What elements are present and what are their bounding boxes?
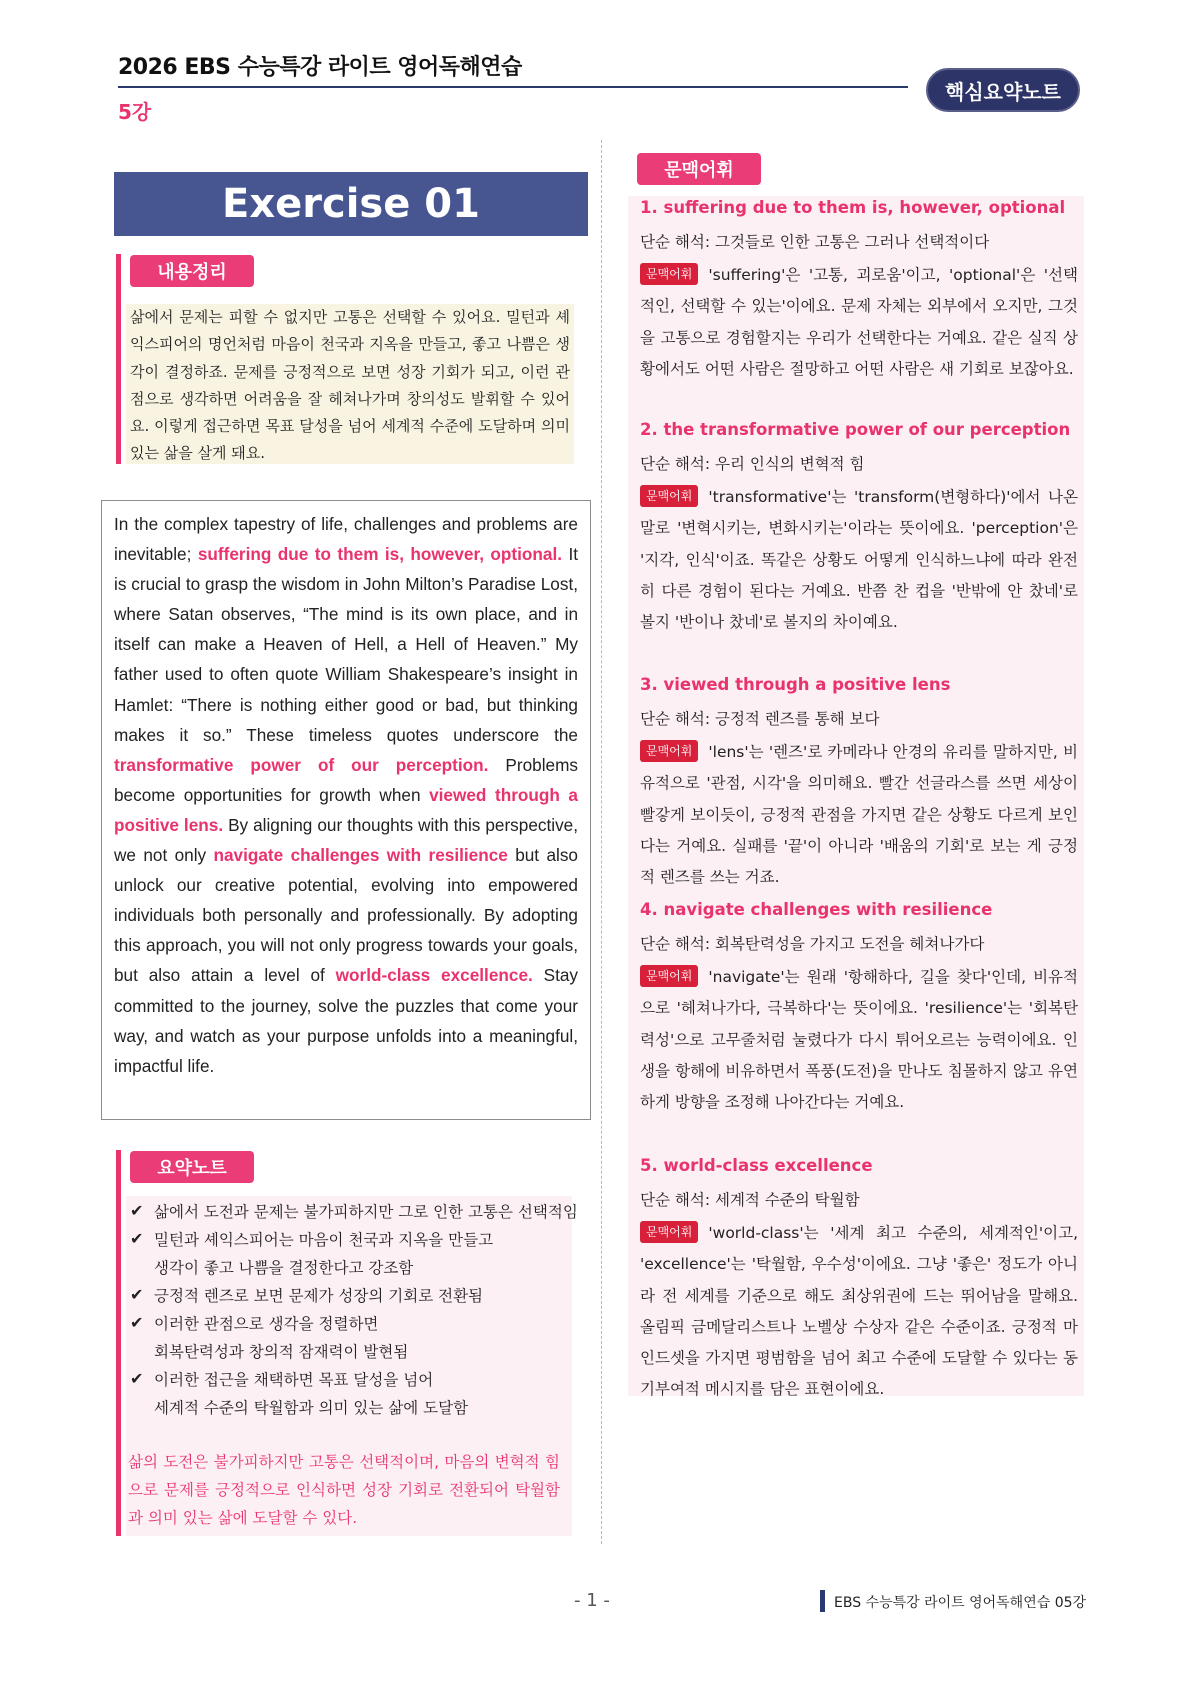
- vocab-tag: 문맥어휘: [640, 1221, 698, 1243]
- conclusion-text: 삶의 도전은 불가피하지만 고통은 선택적이며, 마음의 변혁적 힘으로 문제를 긍정적으로 인식하면 성장 기회로 전환되어 탁월함과 의미 있는 삶에 도달할 수 있다.: [128, 1453, 560, 1527]
- vocab-item-description: 문맥어휘 'lens'는 '렌즈'로 카메라나 안경의 유리를 말하지만, 비유적으로 '관점, 시각'을 의미해요. 빨간 선글라스를 쓰면 세상이 빨갛게 보이듯이, 긍정적 관점을 가지면 같은 상황도 다르게 보인다는 거예요. 실패를 '끝'이 아니라 '배움의 기회'로 보는 게 긍정적 렌즈를 쓰는 거죠.: [640, 737, 1078, 893]
- summary-notes: [126, 1196, 578, 1536]
- note-item: 회복탄력성과 창의적 잠재력이 발현됨: [154, 1343, 409, 1361]
- passage-text: By aligning our thoughts with this perspective, we not only: [114, 814, 578, 866]
- vocab-item-description: 문맥어휘 'navigate'는 원래 '항해하다, 길을 찾다'인데, 비유적으로 '헤쳐나가다, 극복하다'는 뜻이에요. 'resilience'는 '회복탄력성'으로 고무줄처럼 눌렸다가 다시 튀어오르는 능력이에요. 인생을 항해에 비유하면서 폭풍(도전)을 만나도 침몰하지 않고 유연하게 방향을 조정해 나아간다는 거예요.: [640, 962, 1078, 1118]
- header-rule: [118, 86, 908, 88]
- lesson-label: 5강: [118, 100, 152, 124]
- document-title: 2026 EBS 수능특강 라이트 영어독해연습: [118, 55, 522, 80]
- note-item: 생각이 좋고 나쁨을 결정한다고 강조함: [154, 1259, 414, 1277]
- passage-highlight: transformative power of our perception.: [114, 754, 489, 775]
- passage-text: Problems become opportunities for growth when: [114, 754, 579, 805]
- column-divider: [601, 140, 602, 1544]
- note-item: 이러한 관점으로 생각을 정렬하면: [154, 1315, 379, 1333]
- vocab-item-title: 4. navigate challenges with resilience: [640, 900, 993, 919]
- core-notes-badge: 핵심요약노트: [926, 68, 1080, 112]
- footer-bar: [820, 1590, 825, 1612]
- vocab-item-translation: 단순 해석: 긍정적 렌즈를 통해 보다: [640, 710, 880, 728]
- note-item: 삶에서 도전과 문제는 불가피하지만 그로 인한 고통은 선택적임: [154, 1203, 578, 1221]
- note-item: 긍정적 렌즈로 보면 문제가 성장의 기회로 전환됨: [154, 1287, 484, 1305]
- check-icon: ✔: [130, 1229, 144, 1248]
- note-item: 밀턴과 셰익스피어는 마음이 천국과 지옥을 만들고: [154, 1231, 494, 1249]
- notes-section-label: 요약노트: [130, 1151, 254, 1183]
- vocab-tag: 문맥어휘: [640, 965, 698, 987]
- note-item: 세계적 수준의 탁월함과 의미 있는 삶에 도달함: [154, 1399, 469, 1417]
- vocab-item-title: 3. viewed through a positive lens: [640, 675, 951, 694]
- summary-section-label: 내용정리: [130, 255, 254, 287]
- notes-section-bar: [116, 1150, 121, 1536]
- vocab-item-description: 문맥어휘 'suffering'은 '고통, 괴로움'이고, 'optional'은 '선택적인, 선택할 수 있는'이에요. 문제 자체는 외부에서 오지만, 그것을 고통으로 경험할지는 우리가 선택한다는 거예요. 같은 실직 상황에서도 어떤 사람은 절망하고 어떤 사람은 새 기회로 보잖아요.: [640, 260, 1078, 385]
- vocab-item-description: 문맥어휘 'world-class'는 '세계 최고 수준의, 세계적인'이고, 'excellence'는 '탁월함, 우수성'이에요. 그냥 '좋은' 정도가 아니라 전 세계를 기준으로 해도 최상위권에 드는 뛰어남을 말해요. 올림픽 금메달리스트나 노벨상 수상자 같은 수준이죠. 긍정적 마인드셋을 가지면 평범함을 넘어 최고 수준에 도달할 수 있다는 동기부여적 메시지를 담은 표현이에요.: [640, 1218, 1078, 1406]
- check-icon: ✔: [130, 1285, 144, 1304]
- check-icon: ✔: [130, 1201, 144, 1220]
- vocab-item-title: 2. the transformative power of our perception: [640, 420, 1071, 439]
- vocab-item-translation: 단순 해석: 그것들로 인한 고통은 그러나 선택적이다: [640, 233, 990, 251]
- check-icon: ✔: [130, 1313, 144, 1332]
- vocab-item-description: 문맥어휘 'transformative'는 'transform(변형하다)'에서 나온 말로 '변혁시키는, 변화시키는'이라는 뜻이에요. 'perception'은 '지각, 인식'이죠. 똑같은 상황도 어떻게 인식하느냐에 따라 완전히 다른 경험이 된다는 거예요. 반쯤 찬 컵을 '반밖에 안 찼네'로 볼지 '반이나 찼네'로 볼지의 차이예요.: [640, 482, 1078, 638]
- passage-highlight: suffering due to them is, however, optional.: [197, 544, 563, 565]
- vocab-item-title: 1. suffering due to them is, however, optional: [640, 198, 1066, 217]
- check-icon: ✔: [130, 1369, 144, 1388]
- passage-text: It is crucial to grasp the wisdom in John Milton’s Paradise Lost, where Satan observes, “The mind is its own place, and in itself can make a Heaven of Hell, a Hell of Heaven.” My father used to often quote William Shakespeare’s insight in Hamlet: “There is nothing either good or bad, but thinking makes it so.” These timeless quotes underscore the: [114, 544, 579, 745]
- vocab-tag: 문맥어휘: [640, 263, 698, 285]
- vocab-item-translation: 단순 해석: 우리 인식의 변혁적 힘: [640, 455, 865, 473]
- vocab-tag: 문맥어휘: [640, 740, 698, 762]
- vocab-item-translation: 단순 해석: 세계적 수준의 탁월함: [640, 1191, 860, 1209]
- footer-text: EBS 수능특강 라이트 영어독해연습 05강: [834, 1595, 1087, 1611]
- english-passage: [101, 500, 591, 1120]
- passage-text: but also unlock our creative potential, evolving into empowered individuals both personally and professionally. By adopting this approach, you will not only progress towards your goals, but also attain a level of: [114, 845, 578, 986]
- vocab-tag: 문맥어휘: [640, 485, 698, 507]
- note-item: 이러한 접근을 채택하면 목표 달성을 넘어: [154, 1371, 434, 1389]
- passage-text: In the complex tapestry of life, challenges and problems are inevitable;: [114, 514, 578, 565]
- passage-text: Stay committed to the journey, solve the puzzles that come your way, and watch as your purpose unfolds into a meaningful, impactful life.: [114, 965, 578, 1076]
- vocab-item-translation: 단순 해석: 회복탄력성을 가지고 도전을 헤쳐나가다: [640, 935, 985, 953]
- passage-highlight: navigate challenges with resilience: [213, 845, 508, 866]
- vocab-section-label: 문맥어휘: [637, 153, 761, 185]
- vocab-item-title: 5. world-class excellence: [640, 1156, 873, 1175]
- page-number: - 1 -: [574, 1590, 610, 1611]
- summary-text: 삶에서 문제는 피할 수 없지만 고통은 선택할 수 있어요. 밀턴과 셰익스피어의 명언처럼 마음이 천국과 지옥을 만들고, 좋고 나쁨은 생각이 결정하죠. 문제를 긍정적으로 보면 성장 기회가 되고, 이런 관점으로 생각하면 어려움을 잘 헤쳐나가며 창의성도 발휘할 수 있어요. 이렇게 접근하면 목표 달성을 넘어 세계적 수준에 도달하며 의미 있는 삶을 살게 돼요.: [126, 304, 574, 464]
- summary-section-bar: [116, 254, 121, 464]
- exercise-title: Exercise 01: [114, 172, 588, 236]
- passage-highlight: world-class excellence.: [335, 965, 533, 986]
- passage-highlight: viewed through a positive lens.: [114, 784, 578, 835]
